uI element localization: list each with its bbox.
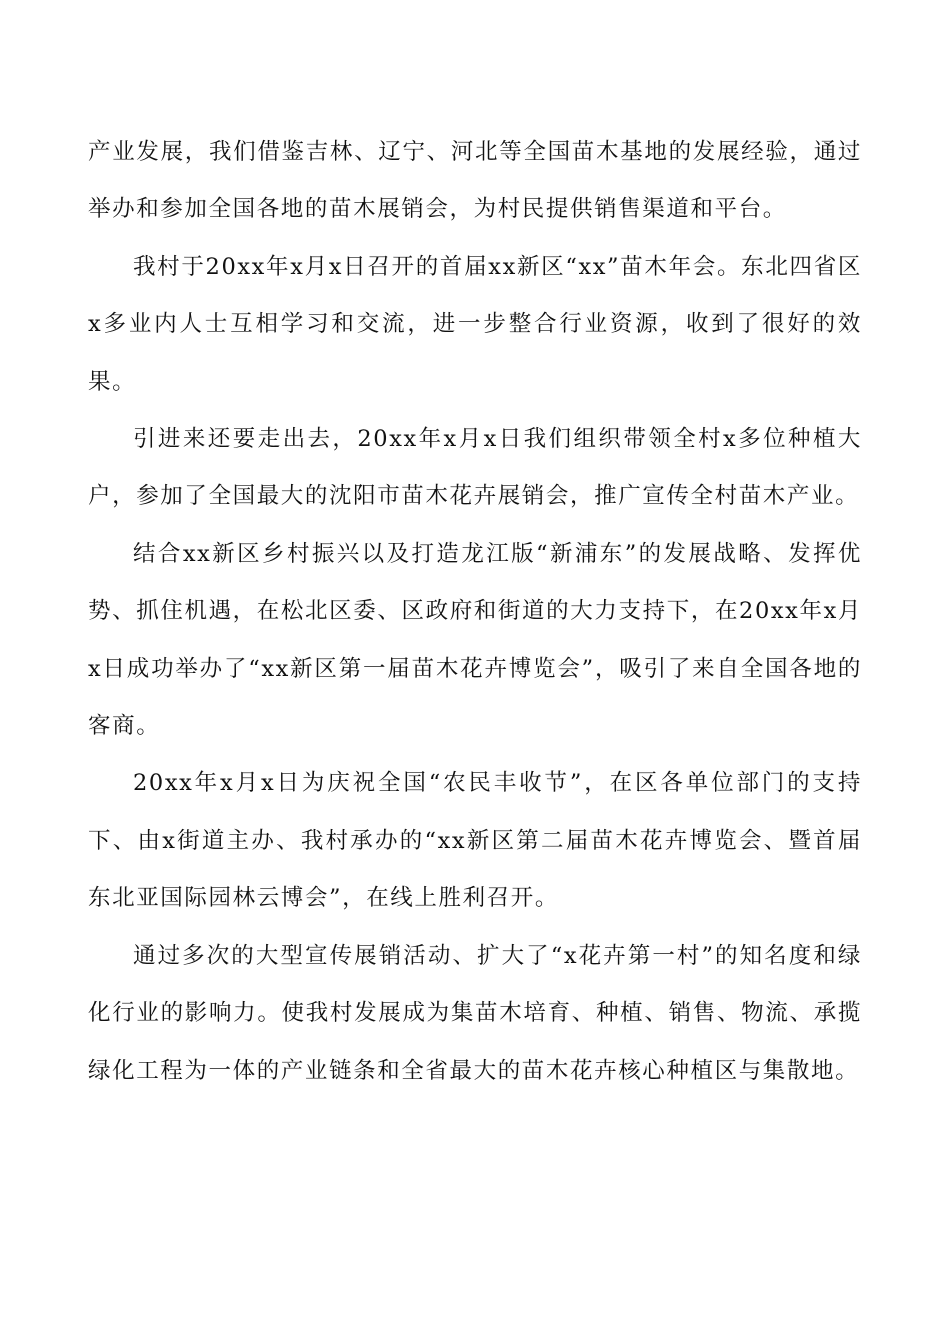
paragraph-second-expo: 20xx年x月x日为庆祝全国“农民丰收节”，在区各单位部门的支持下、由x街道主办、我村承办的“xx新区第二届苗木花卉博览会、暨首届东北亚国际园林云博会”，在线上胜利召开。 <box>88 770 862 912</box>
document-body <box>88 124 862 1100</box>
paragraph-continuation: 产业发展，我们借鉴吉林、辽宁、河北等全国苗木基地的发展经验，通过举办和参加全国各地的苗木展销会，为村民提供销售渠道和平台。 <box>88 139 862 223</box>
paragraph-shenyang-expo: 引进来还要走出去，20xx年x月x日我们组织带领全村x多位种植大户，参加了全国最大的沈阳市苗木花卉展销会，推广宣传全村苗木产业。 <box>88 426 862 510</box>
paragraph-summary: 通过多次的大型宣传展销活动、扩大了“x花卉第一村”的知名度和绿化行业的影响力。使我村发展成为集苗木培育、种植、销售、物流、承揽绿化工程为一体的产业链条和全省最大的苗木花卉核心种植区与集散地。 <box>88 942 862 1084</box>
paragraph-first-expo: 结合xx新区乡村振兴以及打造龙江版“新浦东”的发展战略、发挥优势、抓住机遇，在松北区委、区政府和街道的大力支持下，在20xx年x月x日成功举办了“xx新区第一届苗木花卉博览会”，吸引了来自全国各地的客商。 <box>88 540 862 740</box>
paragraph-annual-meeting: 我村于20xx年x月x日召开的首届xx新区“xx”苗木年会。东北四省区x多业内人士互相学习和交流，进一步整合行业资源，收到了很好的效果。 <box>88 253 862 395</box>
